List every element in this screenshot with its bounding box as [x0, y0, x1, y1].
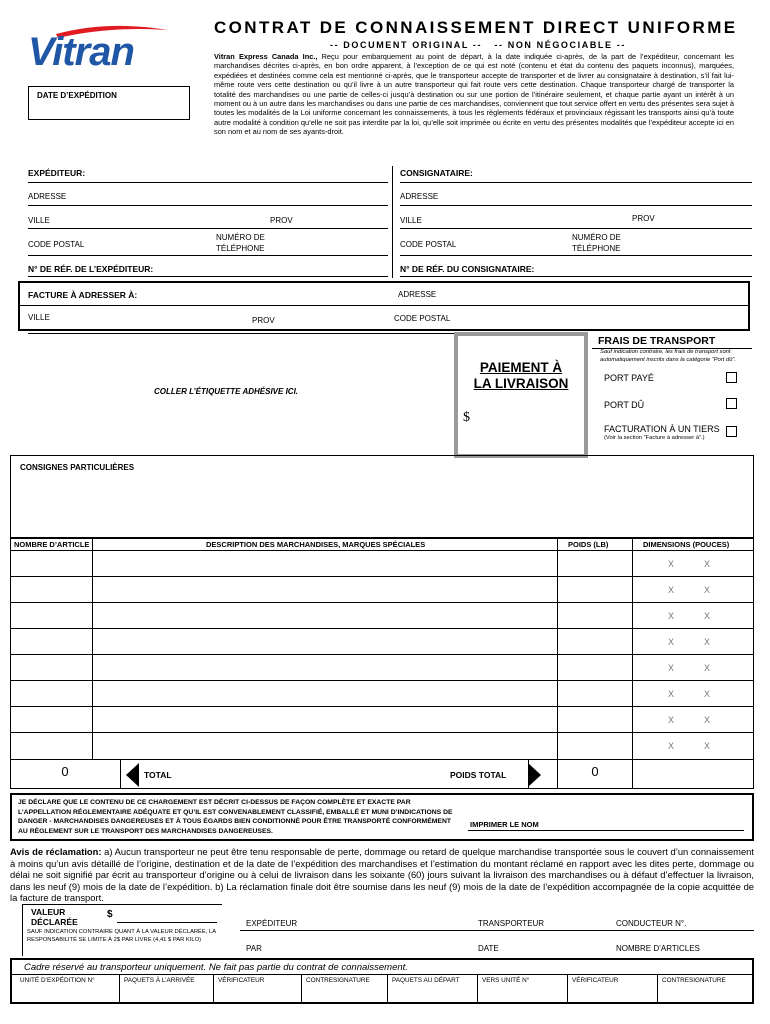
consignee-postal-line[interactable]: [400, 255, 752, 256]
shipper-ref-line[interactable]: [28, 276, 388, 277]
shipper-city-line[interactable]: [28, 228, 388, 229]
bill-to-postal-label: CODE POSTAL: [394, 314, 451, 323]
print-name-label: IMPRIMER LE NOM: [470, 820, 539, 829]
carrier-col-1[interactable]: [12, 974, 120, 1002]
bill-to-city-label: VILLE: [28, 313, 50, 322]
sig-shipper-line[interactable]: [240, 930, 754, 931]
dim-x-row2-a: X: [668, 585, 675, 595]
document-subtitle: -- DOCUMENT ORIGINAL -- -- NON NÉGOCIABLE --: [330, 40, 626, 50]
consignee-address-label: ADRESSE: [400, 192, 439, 201]
shipper-block: [28, 160, 388, 280]
carrier-col-4-label: CONTRESIGNATURE: [306, 977, 370, 984]
shipper-prov-label: PROV: [270, 216, 293, 225]
freight-box: [592, 332, 752, 452]
consignee-city-line[interactable]: [400, 228, 752, 229]
consignee-prov-label: PROV: [632, 214, 655, 223]
carrier-col-3-label: VÉRIFICATEUR: [218, 977, 265, 984]
prepaid-label: PORT PAYÉ: [604, 373, 654, 383]
shipper-address-label: ADRESSE: [28, 192, 67, 201]
total-count-value[interactable]: 0: [61, 764, 69, 779]
consignee-city-label: VILLE: [400, 216, 422, 225]
cod-title-line2: LA LIVRAISON: [473, 376, 569, 391]
dim-x-row6-b: X: [704, 689, 711, 699]
carrier-col-2[interactable]: [120, 974, 214, 1002]
bill-to-prov-label: PROV: [252, 316, 275, 325]
carrier-col-4[interactable]: [302, 974, 388, 1002]
consignee-block: [400, 160, 752, 280]
dim-x-row3-b: X: [704, 611, 711, 621]
consignee-ref-label: N° DE RÉF. DU CONSIGNATAIRE:: [400, 264, 535, 274]
freight-note: Sauf indication contraire, les frais de transport sont automatiquement inscrits dans la catégorie “Port dû”.: [600, 349, 736, 363]
ship-date-field[interactable]: [28, 86, 190, 120]
shipper-name-line[interactable]: [28, 182, 388, 183]
carrier-col-5-label: PAQUETS AU DÉPART: [392, 977, 460, 984]
declaration-text: JE DÉCLARE QUE LE CONTENU DE CE CHARGEMENT EST DÉCRIT CI-DESSUS DE FAÇON COMPLÈTE ET EXACTE PAR L’APPELLATION RÉGLEMENTAIRE ADÉQUATE ET QU’IL EST CONVENABLEMENT CLASSIFIÉ, EMBALLÉ ET MUNI D’INDICATIONS DE DANGER - MARCHANDISES DANGEREUSES ET À TOUS ÉGARDS BIEN CONDITIONNÉ POUR ÊTRE TRANSPORTÉ CONFORMÉMENT AU RÈGLEMENT SUR LE TRANSPORT DES MARCHANDISES DANGEREUSES.: [18, 799, 453, 835]
prepaid-checkbox[interactable]: [726, 372, 737, 383]
consignee-name-line[interactable]: [400, 182, 752, 183]
shipper-ref-label: N° DE RÉF. DE L’EXPÉDITEUR:: [28, 264, 154, 274]
consignee-ref-line[interactable]: [400, 276, 752, 277]
declared-value-title-2: DÉCLARÉE: [31, 917, 78, 927]
sig-shipper-label: EXPÉDITEUR: [246, 919, 298, 928]
shipper-city-label: VILLE: [28, 216, 50, 225]
total-label: TOTAL: [144, 770, 172, 780]
print-name-line[interactable]: [468, 830, 744, 831]
special-instructions-box[interactable]: [10, 455, 754, 538]
declared-value-dollar: $: [107, 909, 113, 920]
consignee-phone-label: NUMÉRO DE TÉLÉPHONE: [572, 233, 621, 253]
dim-x-row8-a: X: [668, 741, 675, 751]
total-arrow-right-icon: [528, 763, 542, 787]
shipper-title: EXPÉDITEUR:: [28, 168, 86, 178]
declared-value-line[interactable]: [117, 922, 217, 923]
document-title: CONTRAT DE CONNAISSEMENT DIRECT UNIFORME: [214, 18, 738, 37]
claims-text: a) Aucun transporteur ne peut être tenu responsable de perte, dommage ou retard de quelque marchandise transportée sous le couvert d’un connaissement à moins qu’un avis détaillé de l’origine, destination et de la date de l’expédition des marchandises et l’estimation du montant réclamé en rapport avec les dites perte, dommage ou délai ne soit signifié par écrit au transporteur d’origine ou à celui de livraison dans les soixante (60) jours suivant la livraison des marchandises ou à défaut d’effectuer la livraison, dans les neuf (9) mois de la date de l’expédition. b) La réclamation finale doit être soumise dans les neuf (9) mois de la date de l’expédition accompagnée de la copie acquittée de la facture de transport.: [10, 846, 754, 903]
third-party-checkbox[interactable]: [726, 426, 737, 437]
carrier-col-5[interactable]: [388, 974, 478, 1002]
dim-x-row1-b: X: [704, 559, 711, 569]
sticker-label: COLLER L’ÉTIQUETTE ADHÉSIVE ICI.: [154, 387, 299, 396]
carrier-col-3[interactable]: [214, 974, 302, 1002]
sig-date-label: DATE: [478, 944, 499, 953]
bill-to-address-label: ADRESSE: [398, 290, 437, 299]
dim-x-row6-a: X: [668, 689, 675, 699]
bill-to-box: [18, 281, 750, 331]
col-header-description: DESCRIPTION DES MARCHANDISES, MARQUES SPÉCIALES: [206, 540, 426, 549]
carrier-col-8[interactable]: [658, 974, 752, 1002]
declared-value-note: SAUF INDICATION CONTRAIRE QUANT À LA VALEUR DÉCLARÉE, LA RESPONSABILITÉ SE LIMITE À 2$ PAR LIVRE (4,41 $ PAR KILO): [27, 929, 216, 943]
dim-x-row7-b: X: [704, 715, 711, 725]
sig-driver-label: CONDUCTEUR N°.: [616, 919, 687, 928]
items-table: [10, 538, 754, 789]
carrier-col-7[interactable]: [568, 974, 658, 1002]
claims-title: Avis de réclamation:: [10, 846, 102, 857]
third-party-note: (Voir la section “Facture à adresser à”.): [604, 435, 705, 441]
declared-value-box: [22, 904, 222, 956]
sig-articles-label: NOMBRE D’ARTICLES: [616, 944, 700, 953]
label-area-top-line: [28, 333, 454, 334]
carrier-col-7-label: VÉRIFICATEUR: [572, 977, 619, 984]
declaration-box: [10, 793, 754, 841]
shipper-postal-line[interactable]: [28, 255, 388, 256]
vitran-logo: [28, 22, 178, 78]
freight-title: FRAIS DE TRANSPORT: [598, 335, 716, 347]
carrier-only-box: [10, 958, 754, 1004]
special-instructions-label: CONSIGNES PARTICULIÈRES: [20, 463, 135, 472]
dim-x-row5-b: X: [704, 663, 711, 673]
total-weight-value[interactable]: 0: [591, 764, 599, 779]
items-table-grid: [10, 538, 754, 789]
carrier-only-title: Cadre réservé au transporteur uniquement. Ne fait pas partie du contrat de connaissement.: [24, 962, 408, 973]
sig-carrier-label: TRANSPORTEUR: [478, 919, 545, 928]
party-divider: [392, 166, 393, 278]
carrier-col-8-label: CONTRESIGNATURE: [662, 977, 726, 984]
dim-x-row4-a: X: [668, 637, 675, 647]
legal-company: Vitran Express Canada Inc.,: [214, 52, 318, 61]
sig-by-label: PAR: [246, 944, 262, 953]
total-weight-label: POIDS TOTAL: [450, 770, 507, 780]
dim-x-row4-b: X: [704, 637, 711, 647]
dim-x-row8-b: X: [704, 741, 711, 751]
bill-to-title: FACTURE À ADRESSER À:: [28, 290, 138, 300]
dim-x-row7-a: X: [668, 715, 675, 725]
dim-x-row3-a: X: [668, 611, 675, 621]
collect-label: PORT DÛ: [604, 400, 645, 410]
bill-to-name-line[interactable]: [20, 305, 748, 306]
third-party-label: FACTURATION À UN TIERS: [604, 424, 720, 434]
cod-title-line1: PAIEMENT À: [479, 360, 563, 375]
legal-terms: [214, 52, 734, 137]
logo-text: Vitran: [28, 30, 134, 74]
dim-x-row5-a: X: [668, 663, 675, 673]
carrier-col-6-label: VERS UNITÉ N°: [482, 977, 530, 984]
shipper-address-line[interactable]: [28, 205, 388, 206]
carrier-col-6[interactable]: [478, 974, 568, 1002]
carrier-col-2-label: PAQUETS À L’ARRIVÉE: [124, 977, 195, 984]
ship-date-label: DATE D’EXPÉDITION: [37, 91, 117, 100]
col-header-weight: POIDS (LB): [568, 540, 609, 549]
cod-dollar[interactable]: $: [463, 410, 470, 425]
total-arrow-left-icon: [126, 763, 140, 787]
legal-body: Reçu pour embarquement au point de départ, à la date indiquée ci-après, de la part de l’expéditeur, concernant les marchandises décrites ci-après, en bon ordre apparent, à l’exception de ce qui est noté (contenu et état du contenu des paquets inconnus), marquées, expédiées et destinées comme cela est mentionné ci-après, que le transporteur accepte de transporter et de livrer au consignataire à destination, s’il fait lui-même route vers cette destination ou qu’il livre à un autre transporteur qui fait route vers cette destination. Chaque transporteur chargé de transporter la totalité des marchandises ou une partie de celles-ci jusqu’à destination ou sur une portion de l’itinéraire seulement, et chaque partie ayant un intérêt à un moment ou à un autre dans les marchandises ou dans une partie de ces marchandises, conviennent que tout service offert en vertu des présentes sera sujet à toutes les modalités de la Loi uniforme concernant les connaissements, à tous les règlements fédéraux et provinciaux régissant les transports ainsi qu’à toute autre modalité à condition qu’elle ne soit pas interdite par la loi, qu’elle soit imprimée ou écrite en vertu des présentes modalités que l’expéditeur accepte ici en son nom et au nom de ses ayants-droit.: [214, 52, 734, 137]
dim-x-row1-a: X: [668, 559, 675, 569]
dim-x-row2-b: X: [704, 585, 711, 595]
shipper-postal-label: CODE POSTAL: [28, 240, 85, 249]
consignee-title: CONSIGNATAIRE:: [400, 168, 473, 178]
consignee-address-line[interactable]: [400, 205, 752, 206]
cod-title: [458, 360, 584, 392]
claims-notice: [10, 846, 754, 904]
col-header-count: NOMBRE D’ARTICLE: [14, 540, 90, 549]
carrier-col-1-label: UNITÉ D’EXPÉDITION N°: [20, 977, 95, 984]
shipper-phone-label: NUMÉRO DE TÉLÉPHONE: [216, 233, 265, 253]
consignee-postal-label: CODE POSTAL: [400, 240, 457, 249]
declared-value-title-1: VALEUR: [31, 907, 66, 917]
col-header-dimensions: DIMENSIONS (POUCES): [643, 540, 730, 549]
cod-box: [454, 332, 588, 458]
collect-checkbox[interactable]: [726, 398, 737, 409]
